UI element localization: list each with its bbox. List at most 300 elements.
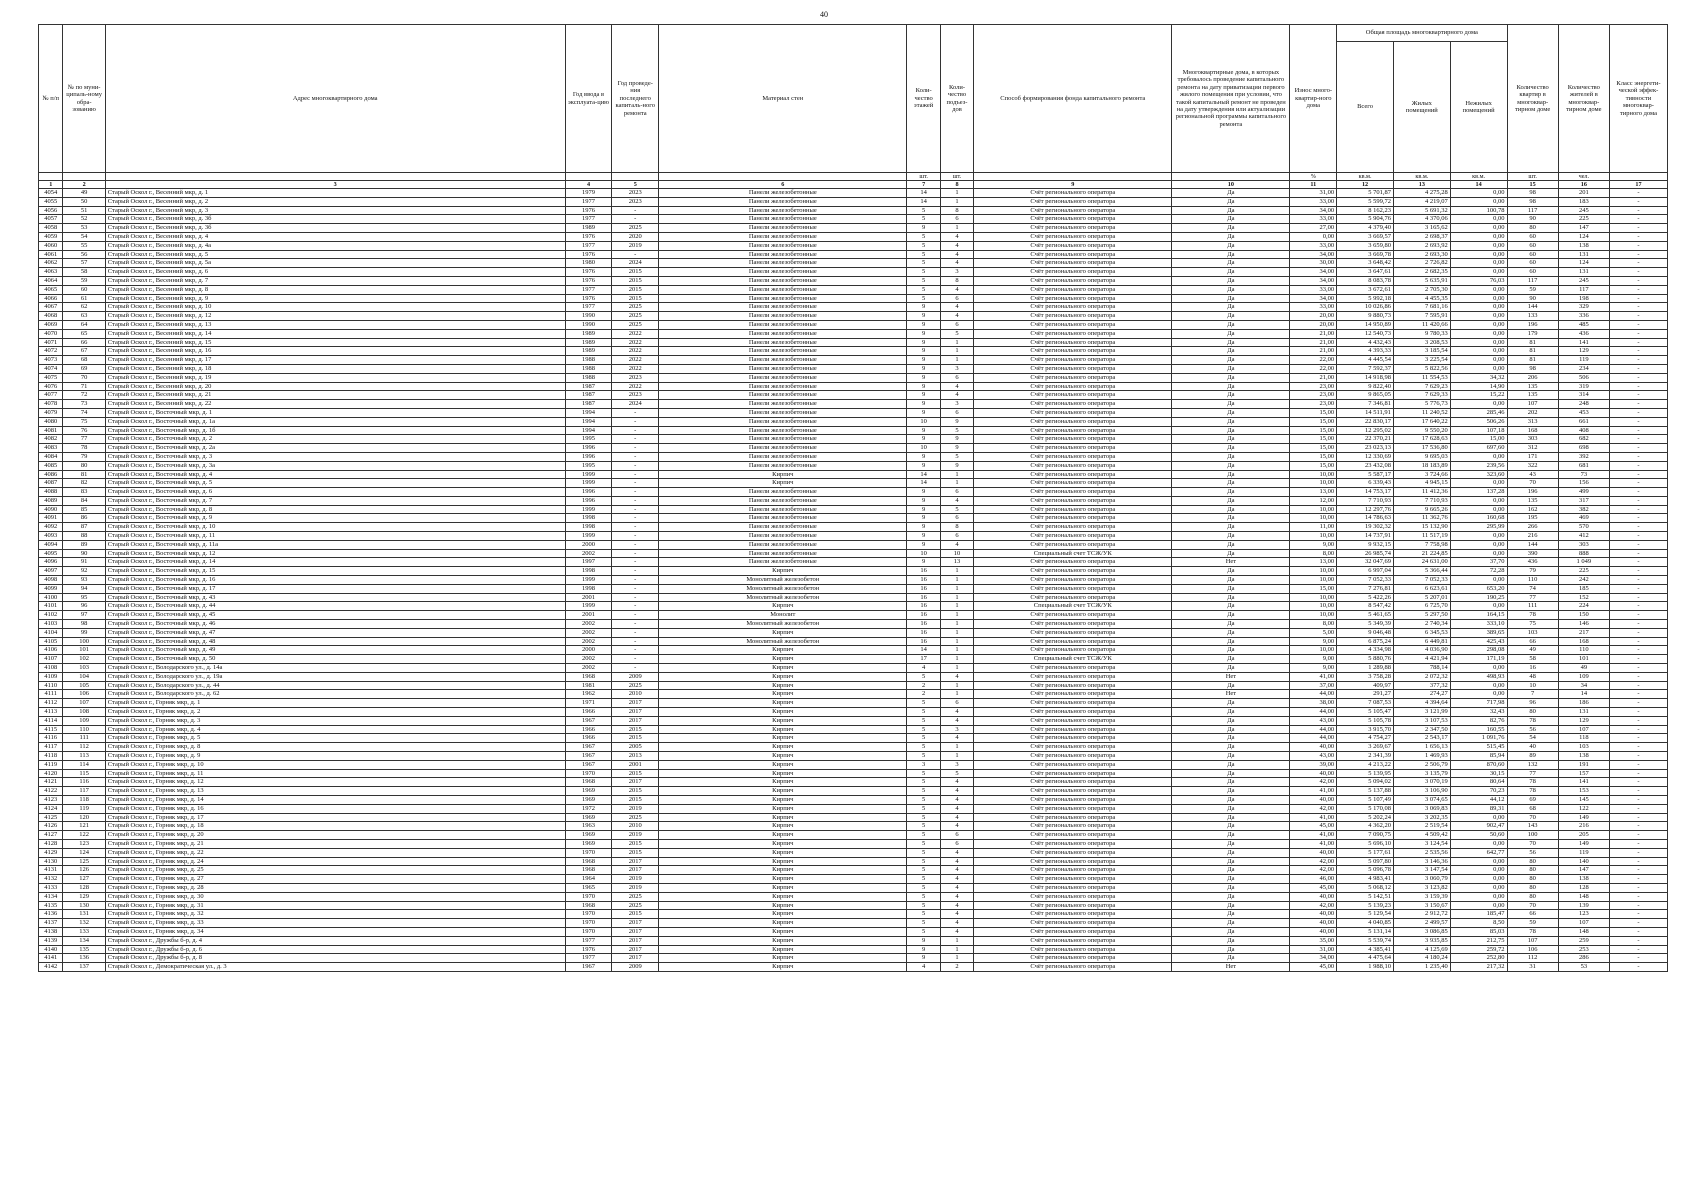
cell-wall-material: Кирпич bbox=[659, 672, 907, 681]
cell-fund-method: Счёт регионального оператора bbox=[974, 628, 1172, 637]
cell-flats: 69 bbox=[1507, 795, 1558, 804]
cell-last-repair-year: 2015 bbox=[612, 848, 659, 857]
cell-mun-number: 93 bbox=[63, 576, 105, 585]
cell-area-living: 9 695,03 bbox=[1393, 452, 1450, 461]
cell-energy-class: - bbox=[1609, 250, 1667, 259]
cell-area-living: 3 724,66 bbox=[1393, 470, 1450, 479]
cell-flats: 80 bbox=[1507, 866, 1558, 875]
cell-area-nonliving: 212,75 bbox=[1450, 936, 1507, 945]
cell-area-nonliving: 717,98 bbox=[1450, 699, 1507, 708]
cell-year-built: 1987 bbox=[565, 382, 612, 391]
cell-repair-required: Да bbox=[1172, 716, 1290, 725]
cell-address: Старый Оскол г., Восточный мкр, д. 9 bbox=[105, 514, 565, 523]
cell-wear: 42,00 bbox=[1290, 866, 1337, 875]
col-number: 16 bbox=[1558, 181, 1609, 189]
cell-wear: 8,00 bbox=[1290, 549, 1337, 558]
cell-floors: 9 bbox=[907, 408, 940, 417]
cell-residents: 109 bbox=[1558, 672, 1609, 681]
cell-area-living: 5 297,50 bbox=[1393, 611, 1450, 620]
cell-address: Старый Оскол г., Восточный мкр, д. 2а bbox=[105, 444, 565, 453]
cell-fund-method: Специальный счет ТСЖ/УК bbox=[974, 602, 1172, 611]
cell-fund-method: Счёт регионального оператора bbox=[974, 479, 1172, 488]
cell-address: Старый Оскол г., Весенний мкр, д. 21 bbox=[105, 391, 565, 400]
cell-area-total: 23 023,13 bbox=[1337, 444, 1394, 453]
cell-energy-class: - bbox=[1609, 901, 1667, 910]
cell-address: Старый Оскол г., Восточный мкр, д. 48 bbox=[105, 637, 565, 646]
cell-row-number: 4072 bbox=[39, 347, 63, 356]
col-number: 14 bbox=[1450, 181, 1507, 189]
cell-area-living: 24 631,00 bbox=[1393, 558, 1450, 567]
cell-row-number: 4093 bbox=[39, 532, 63, 541]
col-number: 3 bbox=[105, 181, 565, 189]
cell-year-built: 1999 bbox=[565, 505, 612, 514]
cell-wear: 44,00 bbox=[1290, 690, 1337, 699]
cell-area-nonliving: 37,70 bbox=[1450, 558, 1507, 567]
cell-repair-required: Да bbox=[1172, 954, 1290, 963]
cell-fund-method: Счёт регионального оператора bbox=[974, 637, 1172, 646]
cell-energy-class: - bbox=[1609, 294, 1667, 303]
table-row bbox=[39, 831, 1668, 840]
unit-wear: % bbox=[1290, 173, 1337, 181]
cell-address: Старый Оскол г., Весенний мкр, д. 17 bbox=[105, 356, 565, 365]
cell-wall-material: Кирпич bbox=[659, 743, 907, 752]
col-number: 13 bbox=[1393, 181, 1450, 189]
cell-wear: 9,00 bbox=[1290, 655, 1337, 664]
cell-flats: 98 bbox=[1507, 189, 1558, 198]
cell-row-number: 4091 bbox=[39, 514, 63, 523]
cell-residents: 224 bbox=[1558, 602, 1609, 611]
cell-area-total: 3 269,67 bbox=[1337, 743, 1394, 752]
cell-fund-method: Счёт регионального оператора bbox=[974, 197, 1172, 206]
cell-area-nonliving: 190,25 bbox=[1450, 593, 1507, 602]
cell-last-repair-year: 2022 bbox=[612, 382, 659, 391]
cell-wall-material: Кирпич bbox=[659, 646, 907, 655]
cell-area-nonliving: 50,60 bbox=[1450, 831, 1507, 840]
cell-wall-material: Панели железобетонные bbox=[659, 400, 907, 409]
cell-area-total: 7 592,37 bbox=[1337, 364, 1394, 373]
cell-wall-material: Кирпич bbox=[659, 787, 907, 796]
cell-area-living: 3 202,35 bbox=[1393, 813, 1450, 822]
cell-row-number: 4067 bbox=[39, 303, 63, 312]
cell-area-total: 4 393,33 bbox=[1337, 347, 1394, 356]
cell-wall-material: Кирпич bbox=[659, 813, 907, 822]
cell-wall-material: Кирпич bbox=[659, 848, 907, 857]
cell-row-number: 4105 bbox=[39, 637, 63, 646]
cell-energy-class: - bbox=[1609, 426, 1667, 435]
cell-area-nonliving: 0,00 bbox=[1450, 496, 1507, 505]
cell-entrances: 5 bbox=[940, 329, 973, 338]
cell-wear: 33,00 bbox=[1290, 241, 1337, 250]
cell-area-living: 2 519,54 bbox=[1393, 822, 1450, 831]
cell-area-nonliving: 0,00 bbox=[1450, 813, 1507, 822]
cell-wall-material: Панели железобетонные bbox=[659, 558, 907, 567]
cell-energy-class: - bbox=[1609, 338, 1667, 347]
cell-repair-required: Да bbox=[1172, 303, 1290, 312]
cell-energy-class: - bbox=[1609, 795, 1667, 804]
cell-last-repair-year: - bbox=[612, 549, 659, 558]
table-row bbox=[39, 329, 1668, 338]
cell-repair-required: Да bbox=[1172, 681, 1290, 690]
cell-residents: 1 049 bbox=[1558, 558, 1609, 567]
cell-address: Старый Оскол г., Дружбы б-р, д. 8 bbox=[105, 954, 565, 963]
cell-area-total: 5 422,26 bbox=[1337, 593, 1394, 602]
cell-energy-class: - bbox=[1609, 558, 1667, 567]
cell-area-total: 5 202,24 bbox=[1337, 813, 1394, 822]
cell-flats: 60 bbox=[1507, 268, 1558, 277]
cell-repair-required: Да bbox=[1172, 197, 1290, 206]
cell-fund-method: Счёт регионального оператора bbox=[974, 303, 1172, 312]
cell-area-nonliving: 653,20 bbox=[1450, 584, 1507, 593]
cell-area-living: 4 421,94 bbox=[1393, 655, 1450, 664]
cell-repair-required: Да bbox=[1172, 795, 1290, 804]
cell-flats: 40 bbox=[1507, 743, 1558, 752]
cell-energy-class: - bbox=[1609, 532, 1667, 541]
cell-wear: 31,00 bbox=[1290, 189, 1337, 198]
col-number: 12 bbox=[1337, 181, 1394, 189]
cell-energy-class: - bbox=[1609, 303, 1667, 312]
cell-wall-material: Кирпич bbox=[659, 936, 907, 945]
cell-repair-required: Да bbox=[1172, 444, 1290, 453]
table-row bbox=[39, 356, 1668, 365]
cell-floors: 9 bbox=[907, 224, 940, 233]
cell-last-repair-year: 2015 bbox=[612, 285, 659, 294]
cell-area-living: 6 623,61 bbox=[1393, 584, 1450, 593]
cell-row-number: 4063 bbox=[39, 268, 63, 277]
cell-wear: 10,00 bbox=[1290, 532, 1337, 541]
cell-year-built: 1970 bbox=[565, 927, 612, 936]
cell-flats: 266 bbox=[1507, 523, 1558, 532]
col-header-address: Адрес многоквартирного дома bbox=[105, 25, 565, 173]
cell-floors: 9 bbox=[907, 523, 940, 532]
cell-last-repair-year: 2025 bbox=[612, 681, 659, 690]
cell-mun-number: 99 bbox=[63, 628, 105, 637]
cell-entrances: 4 bbox=[940, 391, 973, 400]
cell-last-repair-year: 2015 bbox=[612, 268, 659, 277]
cell-mun-number: 132 bbox=[63, 919, 105, 928]
col-number: 17 bbox=[1609, 181, 1667, 189]
cell-energy-class: - bbox=[1609, 743, 1667, 752]
table-row bbox=[39, 813, 1668, 822]
cell-last-repair-year: - bbox=[612, 514, 659, 523]
cell-repair-required: Да bbox=[1172, 364, 1290, 373]
cell-address: Старый Оскол г., Весенний мкр, д. 6 bbox=[105, 268, 565, 277]
cell-energy-class: - bbox=[1609, 312, 1667, 321]
unit-floors: шт. bbox=[907, 173, 940, 181]
cell-wear: 40,00 bbox=[1290, 927, 1337, 936]
cell-floors: 5 bbox=[907, 672, 940, 681]
cell-address: Старый Оскол г., Горняк мкр, д. 20 bbox=[105, 831, 565, 840]
cell-energy-class: - bbox=[1609, 523, 1667, 532]
cell-residents: 225 bbox=[1558, 215, 1609, 224]
cell-flats: 70 bbox=[1507, 901, 1558, 910]
cell-repair-required: Да bbox=[1172, 760, 1290, 769]
table-row bbox=[39, 373, 1668, 382]
cell-entrances: 5 bbox=[940, 452, 973, 461]
cell-last-repair-year: 2023 bbox=[612, 373, 659, 382]
cell-entrances: 1 bbox=[940, 628, 973, 637]
cell-fund-method: Счёт регионального оператора bbox=[974, 760, 1172, 769]
table-row bbox=[39, 444, 1668, 453]
cell-row-number: 4128 bbox=[39, 839, 63, 848]
cell-address: Старый Оскол г., Дружбы б-р, д. 4 bbox=[105, 936, 565, 945]
cell-wear: 9,00 bbox=[1290, 637, 1337, 646]
cell-entrances: 1 bbox=[940, 602, 973, 611]
cell-entrances: 4 bbox=[940, 813, 973, 822]
cell-area-nonliving: 217,32 bbox=[1450, 963, 1507, 972]
cell-row-number: 4103 bbox=[39, 620, 63, 629]
cell-mun-number: 128 bbox=[63, 883, 105, 892]
table-row bbox=[39, 189, 1668, 198]
cell-entrances: 1 bbox=[940, 690, 973, 699]
cell-wear: 40,00 bbox=[1290, 769, 1337, 778]
cell-address: Старый Оскол г., Горняк мкр, д. 28 bbox=[105, 883, 565, 892]
cell-last-repair-year: - bbox=[612, 567, 659, 576]
cell-residents: 119 bbox=[1558, 356, 1609, 365]
cell-entrances: 6 bbox=[940, 532, 973, 541]
cell-mun-number: 85 bbox=[63, 505, 105, 514]
cell-year-built: 1968 bbox=[565, 672, 612, 681]
cell-year-built: 1968 bbox=[565, 857, 612, 866]
cell-mun-number: 52 bbox=[63, 215, 105, 224]
cell-area-total: 4 432,43 bbox=[1337, 338, 1394, 347]
cell-flats: 68 bbox=[1507, 804, 1558, 813]
cell-area-nonliving: 0,00 bbox=[1450, 400, 1507, 409]
table-row bbox=[39, 664, 1668, 673]
cell-repair-required: Нет bbox=[1172, 690, 1290, 699]
cell-area-nonliving: 0,00 bbox=[1450, 329, 1507, 338]
cell-last-repair-year: 2015 bbox=[612, 769, 659, 778]
cell-flats: 90 bbox=[1507, 215, 1558, 224]
cell-address: Старый Оскол г., Весенний мкр, д. 7 bbox=[105, 276, 565, 285]
cell-flats: 60 bbox=[1507, 232, 1558, 241]
table-row bbox=[39, 426, 1668, 435]
cell-area-total: 5 349,39 bbox=[1337, 620, 1394, 629]
cell-wall-material: Панели железобетонные bbox=[659, 303, 907, 312]
cell-repair-required: Да bbox=[1172, 892, 1290, 901]
cell-address: Старый Оскол г., Весенний мкр, д. 18 bbox=[105, 364, 565, 373]
cell-residents: 146 bbox=[1558, 620, 1609, 629]
cell-last-repair-year: - bbox=[612, 470, 659, 479]
cell-repair-required: Да bbox=[1172, 910, 1290, 919]
cell-mun-number: 100 bbox=[63, 637, 105, 646]
cell-energy-class: - bbox=[1609, 839, 1667, 848]
cell-flats: 81 bbox=[1507, 356, 1558, 365]
cell-area-living: 9 665,26 bbox=[1393, 505, 1450, 514]
cell-floors: 14 bbox=[907, 197, 940, 206]
cell-last-repair-year: 2024 bbox=[612, 259, 659, 268]
cell-address: Старый Оскол г., Восточный мкр, д. 46 bbox=[105, 620, 565, 629]
cell-area-nonliving: 15,00 bbox=[1450, 435, 1507, 444]
cell-repair-required: Да bbox=[1172, 637, 1290, 646]
cell-area-total: 4 213,22 bbox=[1337, 760, 1394, 769]
cell-mun-number: 137 bbox=[63, 963, 105, 972]
table-row bbox=[39, 716, 1668, 725]
cell-entrances: 6 bbox=[940, 699, 973, 708]
cell-area-total: 7 090,75 bbox=[1337, 831, 1394, 840]
cell-wear: 34,00 bbox=[1290, 294, 1337, 303]
cell-last-repair-year: - bbox=[612, 628, 659, 637]
cell-energy-class: - bbox=[1609, 215, 1667, 224]
cell-flats: 106 bbox=[1507, 945, 1558, 954]
cell-last-repair-year: - bbox=[612, 646, 659, 655]
cell-energy-class: - bbox=[1609, 787, 1667, 796]
cell-repair-required: Да bbox=[1172, 514, 1290, 523]
cell-energy-class: - bbox=[1609, 910, 1667, 919]
cell-energy-class: - bbox=[1609, 813, 1667, 822]
unit-area-total: кв.м. bbox=[1337, 173, 1394, 181]
table-row bbox=[39, 901, 1668, 910]
cell-repair-required: Да bbox=[1172, 927, 1290, 936]
cell-energy-class: - bbox=[1609, 479, 1667, 488]
cell-row-number: 4124 bbox=[39, 804, 63, 813]
cell-repair-required: Да bbox=[1172, 232, 1290, 241]
cell-mun-number: 83 bbox=[63, 488, 105, 497]
cell-floors: 17 bbox=[907, 655, 940, 664]
cell-last-repair-year: 2017 bbox=[612, 857, 659, 866]
cell-energy-class: - bbox=[1609, 356, 1667, 365]
cell-repair-required: Да bbox=[1172, 848, 1290, 857]
cell-fund-method: Счёт регионального оператора bbox=[974, 936, 1172, 945]
table-row bbox=[39, 382, 1668, 391]
col-number: 1 bbox=[39, 181, 63, 189]
cell-repair-required: Да bbox=[1172, 320, 1290, 329]
cell-fund-method: Счёт регионального оператора bbox=[974, 470, 1172, 479]
cell-row-number: 4122 bbox=[39, 787, 63, 796]
cell-address: Старый Оскол г., Весенний мкр, д. 2 bbox=[105, 197, 565, 206]
cell-fund-method: Счёт регионального оператора bbox=[974, 743, 1172, 752]
cell-energy-class: - bbox=[1609, 672, 1667, 681]
cell-mun-number: 120 bbox=[63, 813, 105, 822]
cell-year-built: 1999 bbox=[565, 576, 612, 585]
cell-last-repair-year: 2019 bbox=[612, 883, 659, 892]
cell-flats: 74 bbox=[1507, 584, 1558, 593]
table-row bbox=[39, 496, 1668, 505]
cell-floors: 5 bbox=[907, 866, 940, 875]
cell-area-nonliving: 333,10 bbox=[1450, 620, 1507, 629]
cell-energy-class: - bbox=[1609, 708, 1667, 717]
cell-area-nonliving: 70,23 bbox=[1450, 787, 1507, 796]
cell-wall-material: Панели железобетонные bbox=[659, 532, 907, 541]
cell-floors: 5 bbox=[907, 708, 940, 717]
cell-area-total: 4 385,41 bbox=[1337, 945, 1394, 954]
cell-area-nonliving: 498,93 bbox=[1450, 672, 1507, 681]
cell-residents: 485 bbox=[1558, 320, 1609, 329]
cell-wear: 34,00 bbox=[1290, 206, 1337, 215]
cell-fund-method: Счёт регионального оператора bbox=[974, 593, 1172, 602]
cell-flats: 81 bbox=[1507, 347, 1558, 356]
cell-residents: 129 bbox=[1558, 347, 1609, 356]
cell-fund-method: Счёт регионального оператора bbox=[974, 813, 1172, 822]
cell-residents: 661 bbox=[1558, 417, 1609, 426]
cell-area-total: 5 131,14 bbox=[1337, 927, 1394, 936]
cell-wall-material: Панели железобетонные bbox=[659, 549, 907, 558]
cell-area-living: 3 070,19 bbox=[1393, 778, 1450, 787]
col-number: 15 bbox=[1507, 181, 1558, 189]
cell-row-number: 4080 bbox=[39, 417, 63, 426]
cell-wall-material: Панели железобетонные bbox=[659, 215, 907, 224]
cell-year-built: 1966 bbox=[565, 708, 612, 717]
cell-floors: 5 bbox=[907, 839, 940, 848]
cell-last-repair-year: 2023 bbox=[612, 197, 659, 206]
cell-residents: 150 bbox=[1558, 611, 1609, 620]
cell-wear: 34,00 bbox=[1290, 250, 1337, 259]
cell-entrances: 1 bbox=[940, 479, 973, 488]
cell-area-total: 12 295,02 bbox=[1337, 426, 1394, 435]
cell-mun-number: 127 bbox=[63, 875, 105, 884]
cell-mun-number: 116 bbox=[63, 778, 105, 787]
cell-wear: 15,00 bbox=[1290, 461, 1337, 470]
cell-area-total: 7 346,81 bbox=[1337, 400, 1394, 409]
cell-residents: 119 bbox=[1558, 848, 1609, 857]
cell-area-nonliving: 82,76 bbox=[1450, 716, 1507, 725]
cell-area-nonliving: 0,00 bbox=[1450, 215, 1507, 224]
cell-wall-material: Панели железобетонные bbox=[659, 382, 907, 391]
cell-repair-required: Да bbox=[1172, 628, 1290, 637]
cell-residents: 245 bbox=[1558, 206, 1609, 215]
cell-area-living: 3 086,85 bbox=[1393, 927, 1450, 936]
col-header-area-nonliving: Нежилых помещений bbox=[1450, 42, 1507, 173]
cell-residents: 145 bbox=[1558, 795, 1609, 804]
cell-row-number: 4081 bbox=[39, 426, 63, 435]
cell-fund-method: Счёт регионального оператора bbox=[974, 241, 1172, 250]
cell-wear: 10,00 bbox=[1290, 576, 1337, 585]
cell-repair-required: Да bbox=[1172, 391, 1290, 400]
cell-energy-class: - bbox=[1609, 268, 1667, 277]
cell-repair-required: Да bbox=[1172, 936, 1290, 945]
cell-entrances: 4 bbox=[940, 927, 973, 936]
cell-year-built: 1979 bbox=[565, 189, 612, 198]
cell-mun-number: 87 bbox=[63, 523, 105, 532]
cell-fund-method: Счёт регионального оператора bbox=[974, 329, 1172, 338]
cell-year-built: 1971 bbox=[565, 699, 612, 708]
cell-residents: 499 bbox=[1558, 488, 1609, 497]
cell-last-repair-year: 2017 bbox=[612, 778, 659, 787]
cell-row-number: 4077 bbox=[39, 391, 63, 400]
cell-residents: 149 bbox=[1558, 813, 1609, 822]
table-row bbox=[39, 285, 1668, 294]
cell-mun-number: 126 bbox=[63, 866, 105, 875]
cell-area-living: 7 052,33 bbox=[1393, 576, 1450, 585]
cell-last-repair-year: 2015 bbox=[612, 795, 659, 804]
cell-mun-number: 124 bbox=[63, 848, 105, 857]
cell-address: Старый Оскол г., Демократическая ул., д. 3 bbox=[105, 963, 565, 972]
cell-wear: 21,00 bbox=[1290, 338, 1337, 347]
cell-wear: 9,00 bbox=[1290, 540, 1337, 549]
cell-repair-required: Да bbox=[1172, 778, 1290, 787]
cell-area-total: 10 026,86 bbox=[1337, 303, 1394, 312]
cell-wall-material: Панели железобетонные bbox=[659, 435, 907, 444]
cell-area-living: 4 370,06 bbox=[1393, 215, 1450, 224]
cell-address: Старый Оскол г., Восточный мкр, д. 4 bbox=[105, 470, 565, 479]
cell-wear: 13,00 bbox=[1290, 488, 1337, 497]
cell-area-nonliving: 0,00 bbox=[1450, 602, 1507, 611]
cell-energy-class: - bbox=[1609, 514, 1667, 523]
cell-entrances: 4 bbox=[940, 919, 973, 928]
cell-area-living: 4 036,90 bbox=[1393, 646, 1450, 655]
cell-year-built: 1994 bbox=[565, 426, 612, 435]
cell-year-built: 1988 bbox=[565, 356, 612, 365]
cell-residents: 412 bbox=[1558, 532, 1609, 541]
cell-area-nonliving: 870,60 bbox=[1450, 760, 1507, 769]
table-row bbox=[39, 637, 1668, 646]
cell-wall-material: Панели железобетонные bbox=[659, 540, 907, 549]
cell-entrances: 1 bbox=[940, 681, 973, 690]
cell-area-living: 2 682,35 bbox=[1393, 268, 1450, 277]
table-row bbox=[39, 241, 1668, 250]
cell-floors: 9 bbox=[907, 488, 940, 497]
cell-year-built: 1967 bbox=[565, 752, 612, 761]
cell-fund-method: Счёт регионального оператора bbox=[974, 681, 1172, 690]
